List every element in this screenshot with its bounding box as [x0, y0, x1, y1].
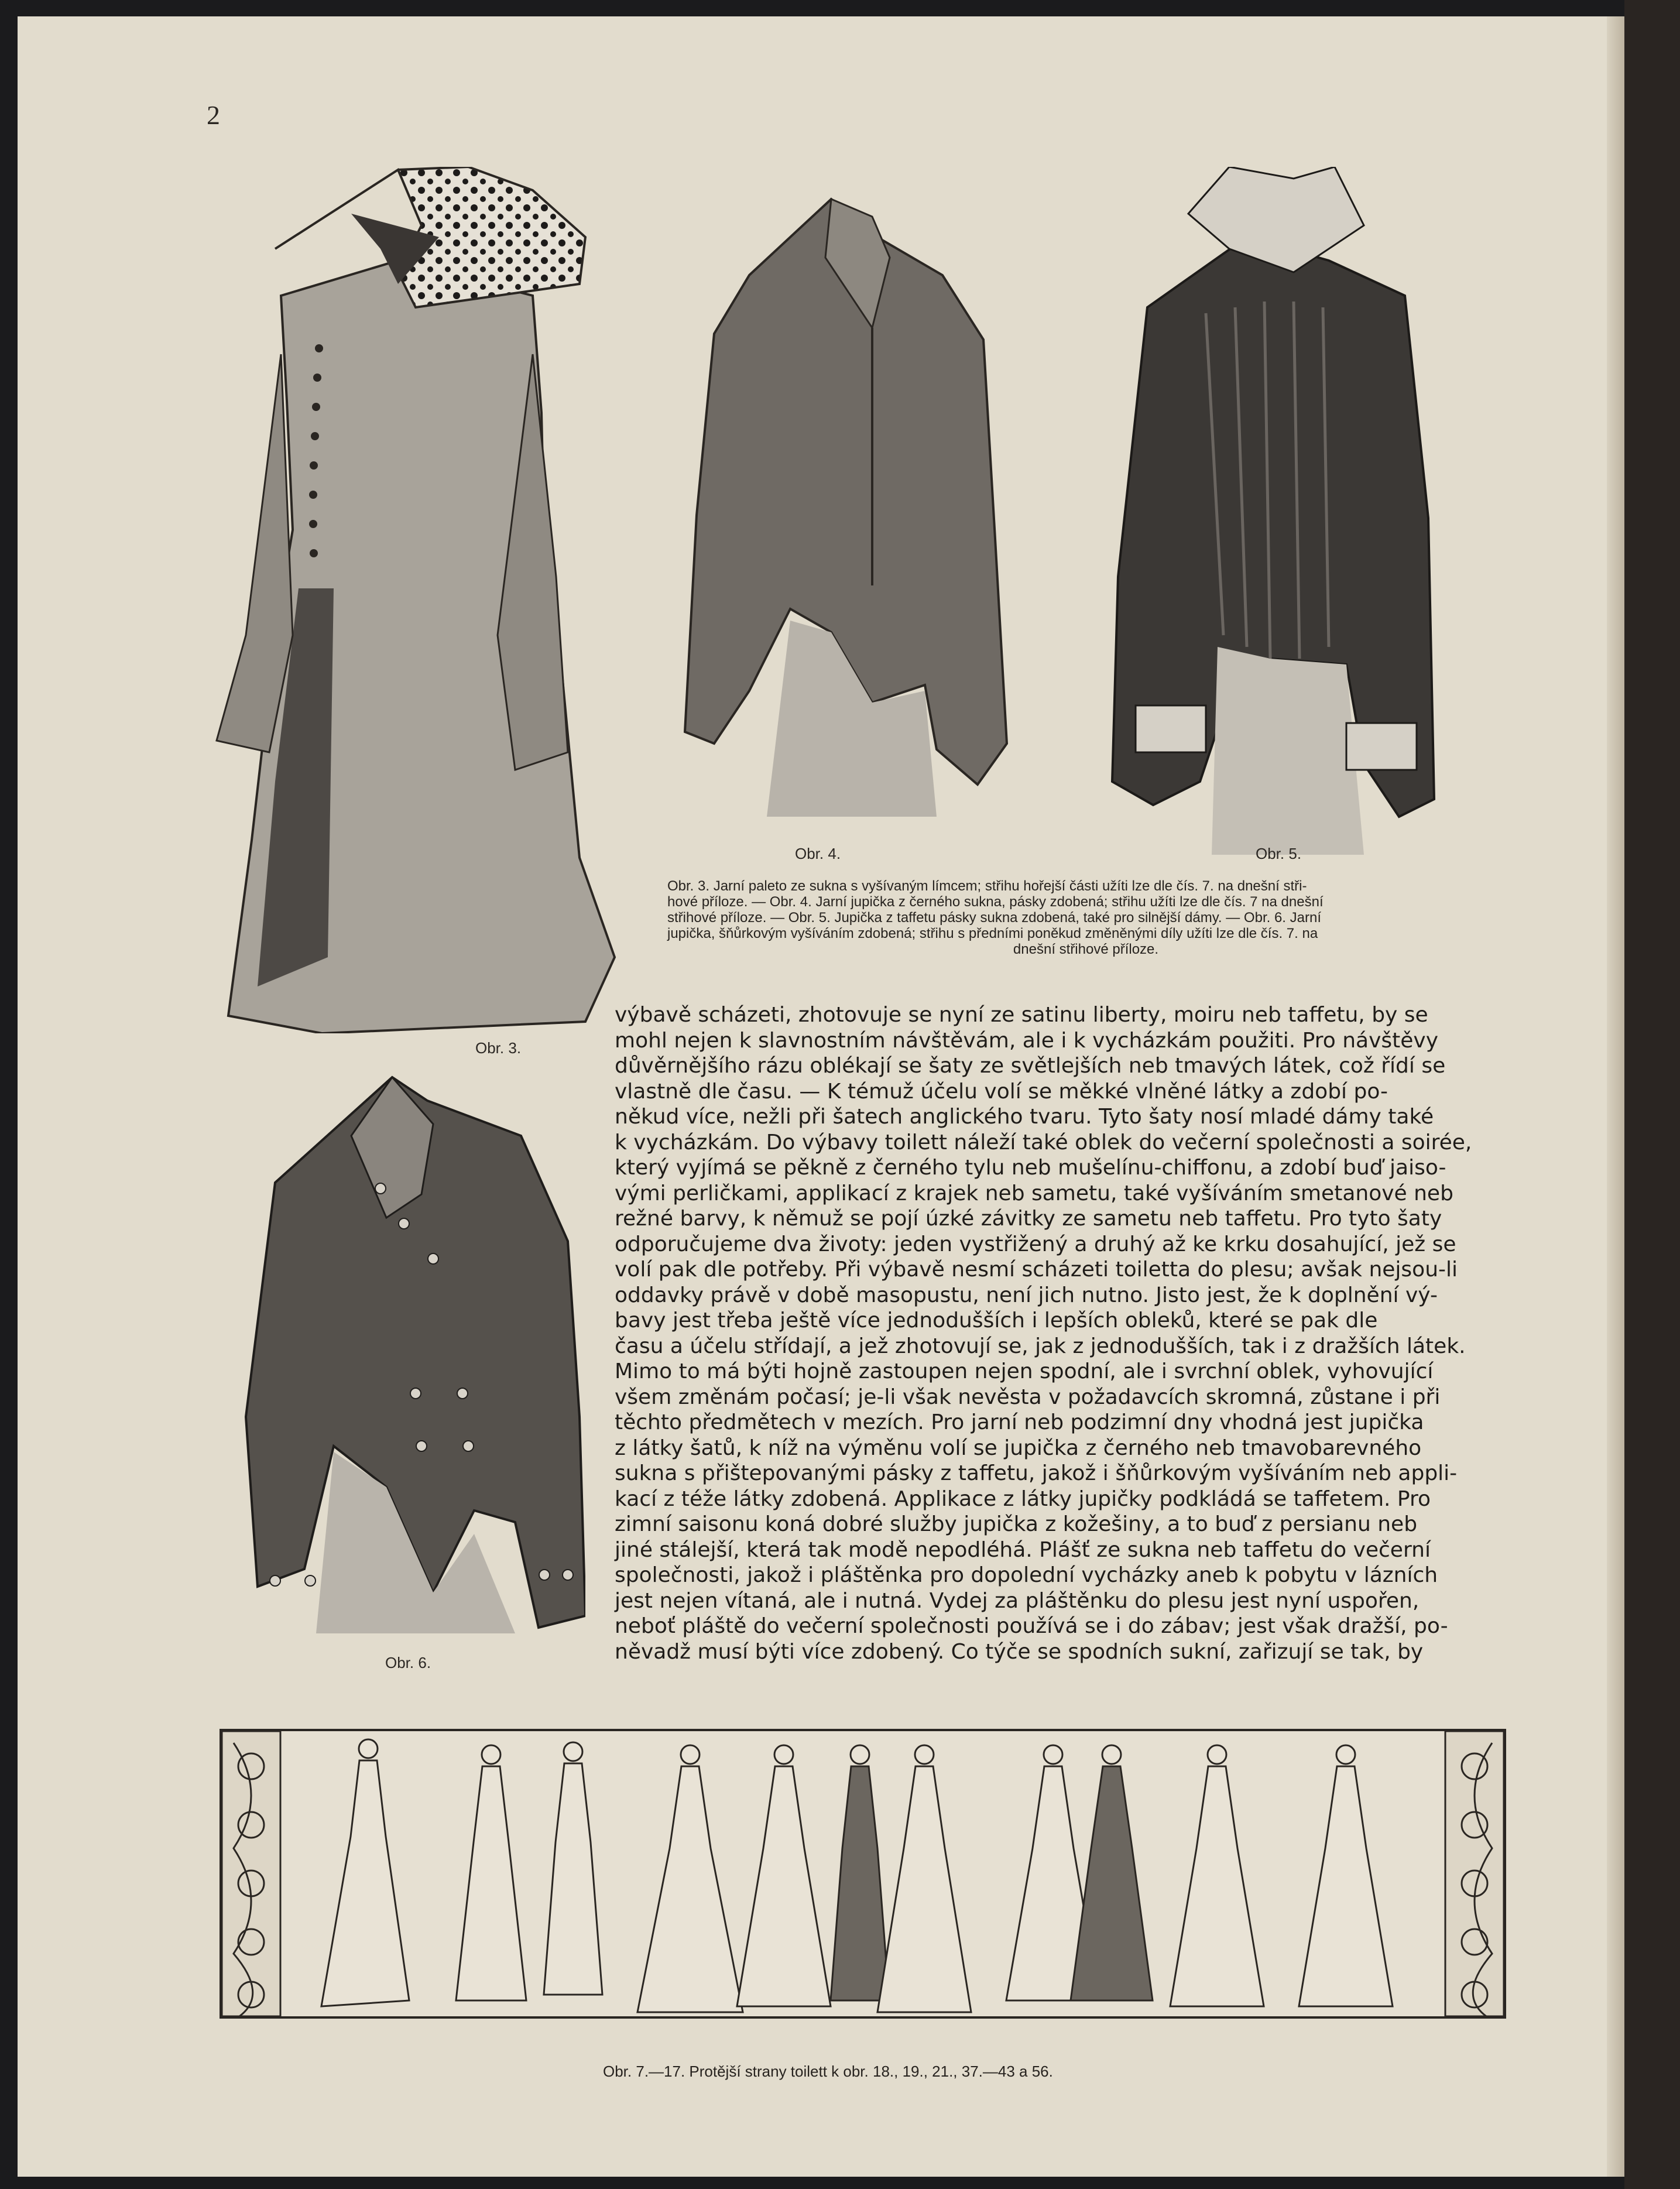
figure-5-label: Obr. 5. — [1256, 845, 1302, 862]
body-line: neboť pláště do večerní společnosti používá se i do zábav; jest však dražší, po- — [615, 1614, 1448, 1638]
body-line: odporučujeme dva životy: jeden vystřižený a druhý až ke krku dosahující, jež se — [615, 1232, 1456, 1256]
article-body — [615, 1002, 1504, 1664]
body-line: Mimo to má býti hojně zastoupen nejen spodní, ale i svrchní oblek, vyhovující — [615, 1359, 1434, 1383]
body-line: sukna s přištepovanými pásky z taffetu, jakož i šňůrkovým vyšíváním neb appli- — [615, 1461, 1458, 1485]
body-line: jest nejen vítaná, ale i nutná. Vydej za pláštěnku do plesu jest nyní uspořen, — [615, 1588, 1420, 1613]
frieze-caption: Obr. 7.—17. Protější strany toilett k obr. 18., 19., 21., 37.—43 a 56. — [603, 2063, 1053, 2080]
body-line: z látky šatů, k níž na výměnu volí se jupička z černého neb tmavobarevného — [615, 1436, 1422, 1460]
book-binding — [1624, 0, 1680, 2189]
body-line: k vycházkám. Do výbavy toilett náleží také oblek do večerní společnosti a soirée, — [615, 1130, 1472, 1155]
body-line: důvěrnějšího rázu oblékají se šaty ze světlejších neb tmavých látek, což řídí se — [615, 1054, 1446, 1078]
body-line: režné barvy, k němuž se pojí úzké závitky ze sametu neb taffetu. Pro tyto šaty — [615, 1207, 1442, 1231]
body-line: kací z téže látky zdobená. Applikace z látky jupičky podkládá se taffetem. Pro — [615, 1486, 1431, 1511]
body-line: společnosti, jakož i pláštěnka pro dopolední vycházky aneb k pobytu v lázních — [615, 1563, 1438, 1587]
body-line: výbavě scházeti, zhotovuje se nyní ze satinu liberty, moiru neb taffetu, by se — [615, 1003, 1428, 1027]
body-line: volí pak dle potřeby. Při výbavě nesmí scházeti toiletta do plesu; avšak nejsou-li — [615, 1258, 1458, 1282]
figure-6-jacket-illustration — [240, 1066, 585, 1633]
caption-line: jupička, šňůrkovým vyšíváním zdobená; střihu s předními poněkud změněnými díly užíti lze dle čís. 7. na — [667, 926, 1318, 941]
body-line: něvadž musí býti více zdobený. Co týče se spodních sukní, zařizují se tak, by — [615, 1639, 1424, 1664]
body-line: někud více, nežli při šatech anglického tvaru. Tyto šaty nosí mladé dámy také — [615, 1105, 1434, 1129]
body-line: bavy jest třeba ještě více jednodušších i lepších obleků, které se pak dle — [615, 1308, 1378, 1332]
body-line: mohl nejen k slavnostním návštěvám, ale i k vycházkám použiti. Pro návštěvy — [615, 1028, 1439, 1053]
figure-4-label: Obr. 4. — [795, 845, 841, 862]
body-line: vými perličkami, applikací z krajek neb sametu, také vyšíváním smetanové neb — [615, 1181, 1453, 1205]
figure-5-blouse-illustration — [1100, 167, 1440, 855]
body-line: všem změnám počasí; je-li však nevěsta v požadavcích skromná, zůstane i při — [615, 1385, 1441, 1409]
figure-6-label: Obr. 6. — [385, 1654, 431, 1671]
figure-4-jacket-illustration — [679, 187, 1013, 817]
body-line: který vyjímá se pěkně z černého tylu neb mušelínu-chiffonu, a zdobí buď jaiso- — [615, 1156, 1446, 1180]
body-line: času a účelu střídají, a jež zhotovují se, jak z jednodušších, tak i z dražších látek. — [615, 1334, 1466, 1358]
caption-line: hové příloze. — Obr. 4. Jarní jupička z černého sukna, pásky zdobená; střihu užíti lze dle čís. 7 na dnešní — [667, 894, 1324, 910]
body-line: vlastně dle času. — K témuž účelu volí se měkké vlněné látky a zdobí po- — [615, 1079, 1388, 1104]
body-line: oddavky právě v době masopustu, není jich nutno. Jisto jest, že k doplnění vý- — [615, 1283, 1438, 1307]
body-line: zimní saisonu koná dobré služby jupička z kožešiny, a to buď z persianu neb — [615, 1512, 1418, 1536]
figure-caption — [667, 878, 1504, 957]
page-number: 2 — [207, 100, 220, 130]
caption-line: střihové příloze. — Obr. 5. Jupička z taffetu pásky sukna zdobená, také pro silnější dámy. — Obr. 6. Jarní — [667, 910, 1321, 926]
body-line: těchto předmětech v mezích. Pro jarní neb podzimní dny vhodná jest jupička — [615, 1410, 1424, 1434]
caption-line: dnešní střihové příloze. — [1013, 941, 1159, 957]
floral-border-right — [1445, 1731, 1504, 2016]
caption-line: Obr. 3. Jarní paleto ze sukna s vyšívaným límcem; střihu hořejší části užíti lze dle čís. 7. na dnešní stři- — [667, 878, 1307, 894]
floral-border-left — [222, 1731, 280, 2016]
body-line: jiné stálejší, která tak modě nepodléhá. Plášť ze sukna neb taffetu do večerní — [615, 1537, 1431, 1562]
page-edge — [1607, 16, 1624, 2177]
fashion-frieze-illustration — [220, 1729, 1506, 2019]
figure-3-coat-illustration — [205, 167, 620, 1033]
figure-3-label: Obr. 3. — [475, 1039, 522, 1057]
